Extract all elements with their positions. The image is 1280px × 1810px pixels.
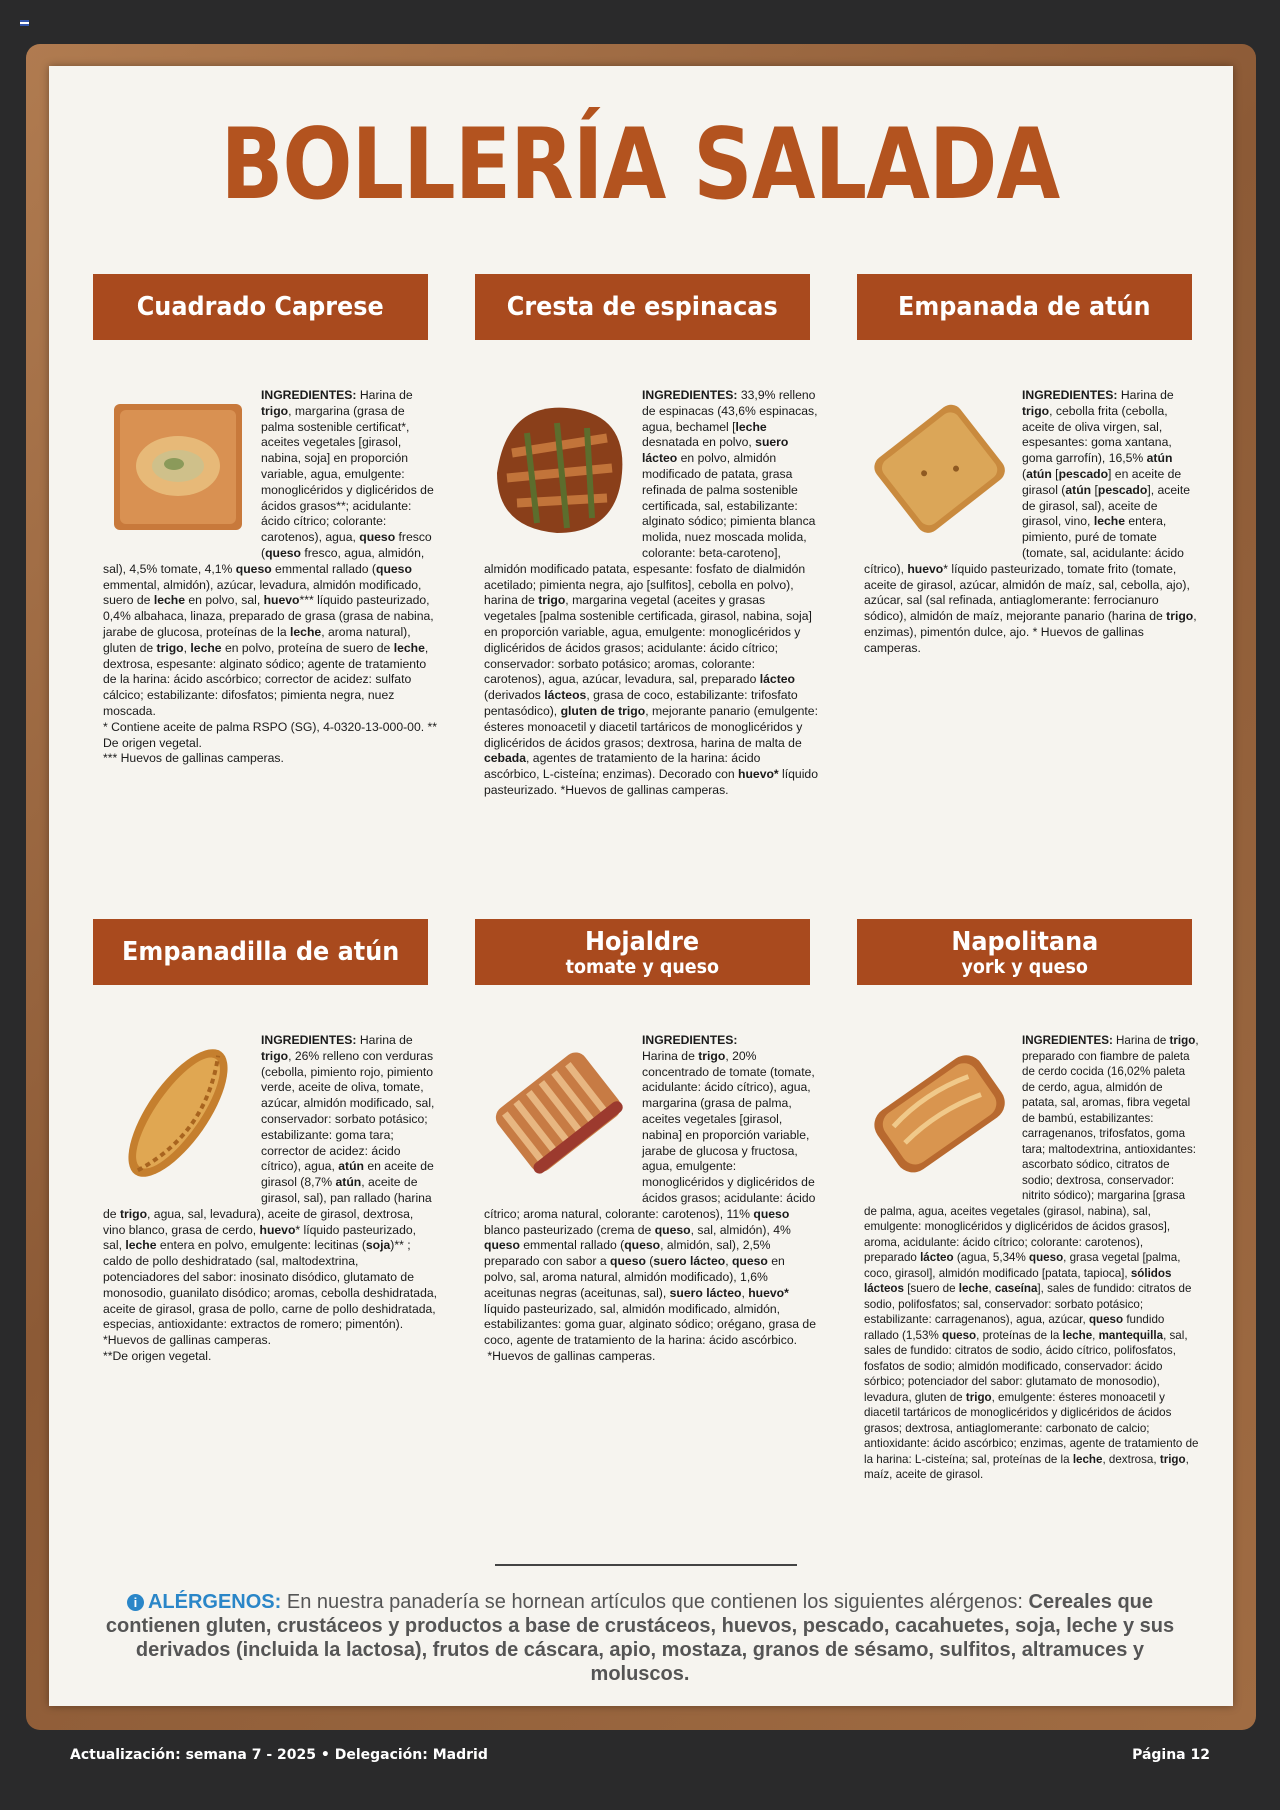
footer-update: Actualización: semana 7 - 2025 • Delegación: Madrid xyxy=(70,1747,488,1763)
product-name: Hojaldre xyxy=(585,927,700,957)
divider xyxy=(495,1564,797,1566)
empanada-atun-photo xyxy=(864,388,1014,548)
language-flag-icon xyxy=(20,20,29,26)
allergens-note xyxy=(100,1590,1180,1686)
product-napolitana xyxy=(864,1033,1199,1483)
ingredients-text: INGREDIENTES: Harina de trigo, cebolla frita (cebolla, aceite de oliva virgen, sal, espesantes: goma xantana, goma garrofín), 16,5% atún (atún [pescado] en aceite de girasol (atún [pescado], aceite de girasol, sal), aceite de girasol, vino, leche entera, pimiento, puré de tomate (tomate, sal, acidulante: ácido cítrico), huevo* líquido pasteurizado, tomate frito (tomate, aceite de girasol, azúcar, almidón de maíz, sal, cebolla, ajo), azúcar, sal (sal refinada, antiaglomerante: ferrocianuro sódico), almidón de maíz, mejorante panario (harina de trigo, enzimas), pimentón dulce, ajo. * Huevos de gallinas camperas. xyxy=(864,388,1197,655)
product-empanada-atun xyxy=(864,388,1199,657)
allergens-intro: En nuestra panadería se hornean artículos que contienen los siguientes alérgenos: xyxy=(286,1591,1023,1613)
ingredients-text: INGREDIENTES: Harina de trigo, 26% relleno con verduras (cebolla, pimiento rojo, pimiento verde, aceite de oliva, tomate, azúcar, almidón modificado, sal, conservador: sorbato potásico; estabilizante: goma tara; corrector de acidez: ácido cítrico), agua, atún en aceite de girasol (8,7% atún, aceite de girasol, sal), pan rallado (harina de trigo, agua, sal, levadura), aceite de girasol, dextrosa, vino blanco, grasa de cerdo, huevo* líquido pasteurizado, sal, leche entera en polvo, emulgente: lecitinas (soja)** ; caldo de pollo deshidratado (sal, maltodextrina, potenciadores del sabor: inosinato disódico, glutamato de monosodio, guanilato disódico; aromas, cebolla deshidratada, aceite de girasol, grasa de pollo, carne de pollo deshidratada, especias, antioxidante: extractos de romero; pimentón). *Huevos de gallinas camperas. **De origen vegetal. xyxy=(103,1033,438,1363)
napolitana-york-queso-photo xyxy=(864,1033,1014,1193)
product-cuadrado-caprese xyxy=(103,388,438,767)
banner-empanada-atun xyxy=(857,274,1192,340)
allergens-label: ALÉRGENOS: xyxy=(147,1591,282,1613)
product-cresta-espinacas xyxy=(484,388,819,799)
ingredients-text: INGREDIENTES: Harina de trigo, preparado con fiambre de paleta de cerdo cocida (16,02% paleta de cerdo, agua, almidón de patata, sal, aromas, fibra vegetal de bambú, estabilizantes: carragenanos, trifosfatos, goma tara; maltodextrina, antioxidantes: ascorbato sódico, citratos de sodio; dextrosa, conservador: nitrito sódico); margarina [grasa de palma, agua, aceites vegetales (girasol, nabina), sal, emulgente: monoglicéridos y diglicéridos de ácidos grasos], aroma, acidulante: ácido cítrico; colorante: carotenos), preparado lácteo (agua, 5,34% queso, grasa vegetal [palma, coco, girasol], almidón modificado [patata, tapioca], sólidos lácteos [suero de leche, caseína], sales de fundido: citratos de sodio, polifosfatos; sal, conservador: sorbato potásico; estabilizante: carragenanos), agua, azúcar, queso fundido rallado (1,53% queso, proteínas de la leche, mantequilla, sal, sales de fundido: citratos de sodio, ácido cítrico, polifosfatos, fosfatos de sodio; almidón modificado, conservador: ácido sórbico; potenciador del sabor: glutamato de monosodio), levadura, gluten de trigo, emulgente: ésteres monoacetil y diacetil tartáricos de monoglicéridos y diglicéridos de ácidos grasos; dextrosa, antiaglomerante: carbonato de calcio; antioxidante: ácido ascórbico; enzimas, agente de tratamiento de la harina: L-cisteína; sal, proteínas de la leche, dextrosa, trigo, maíz, aceite de girasol. xyxy=(864,1034,1199,1481)
product-name: Cresta de espinacas xyxy=(507,292,778,322)
banner-cresta-espinacas xyxy=(475,274,810,340)
cuadrado-caprese-photo xyxy=(103,388,253,548)
product-empanadilla-atun xyxy=(103,1033,438,1365)
product-name: Napolitana xyxy=(951,927,1098,957)
banner-empanadilla-atun xyxy=(93,919,428,985)
cresta-espinacas-photo xyxy=(484,388,634,548)
product-subtitle: tomate y queso xyxy=(565,956,720,978)
empanadilla-atun-photo xyxy=(103,1033,253,1193)
product-name: Empanada de atún xyxy=(898,292,1151,322)
footer-page-number: Página 12 xyxy=(1132,1747,1210,1763)
product-name: Empanadilla de atún xyxy=(121,937,400,967)
info-icon: i xyxy=(127,1594,144,1611)
banner-napolitana xyxy=(857,919,1192,985)
product-name: Cuadrado Caprese xyxy=(137,292,384,322)
product-hojaldre xyxy=(484,1033,819,1365)
ingredients-text: INGREDIENTES: Harina de trigo, 20% concentrado de tomate (tomate, acidulante: ácido cítrico), agua, margarina (grasa de palma, aceites vegetales [girasol, nabina] en proporción variable, jarabe de glucosa y fructosa, agua, emulgente: monoglicéridos y diglicéridos de ácidos grasos; acidulante: ácido cítrico; aroma natural, colorante: carotenos), 11% queso blanco pasteurizado (crema de queso, sal, almidón), 4% queso emmental rallado (queso, almidón, sal), 2,5% preparado con sabor a queso (suero lácteo, queso en polvo, sal, aroma natural, almidón modificado), 1,6% aceitunas negras (aceitunas, sal), suero lácteo, huevo* líquido pasteurizado, sal, almidón modificado, almidón, estabilizantes: goma guar, alginato sódico; orégano, grasa de coco, agente de tratamiento de la harina: ácido ascórbico. *Huevos de gallinas camperas. xyxy=(484,1033,816,1363)
banner-cuadrado-caprese xyxy=(93,274,428,340)
hojaldre-tomate-queso-photo xyxy=(484,1033,634,1193)
ingredients-text: INGREDIENTES: 33,9% relleno de espinacas (43,6% espinacas, agua, bechamel [leche desnatada en polvo, suero lácteo en polvo, almidón modificado de patata, grasa refinada de palma sostenible certificada, sal, estabilizante: alginato sódico; pimienta blanca molida, nuez moscada molida, colorante: beta-caroteno], almidón modificado patata, espesante: fosfato de dialmidón acetilado; pimienta negra, ajo [sulfitos], cebolla en polvo), harina de trigo, margarina vegetal (aceites y grasas vegetales [palma sostenible certificada, girasol, nabina, soja] en proporción variable, agua, emulgente: monoglicéridos y diglicéridos de ácidos grasos; acidulante: ácido cítrico; conservador: sorbato potásico; aromas, colorante: carotenos), agua, azúcar, levadura, sal, preparado lácteo (derivados lácteos, grasa de coco, estabilizante: trifosfato pentasódico), gluten de trigo, mejorante panario (emulgente: ésteres monoacetil y diacetil tartáricos de monoglicéridos y diglicéridos de ácidos grasos; dextrosa, harina de malta de cebada, agentes de tratamiento de la harina: ácido ascórbico, L-cisteína; enzimas). Decorado con huevo* líquido pasteurizado. *Huevos de gallinas camperas. xyxy=(484,388,818,797)
banner-hojaldre xyxy=(475,919,810,985)
ingredients-text: INGREDIENTES: Harina de trigo, margarina (grasa de palma sostenible certificat*, aceites vegetales [girasol, nabina, soja] en proporción variable, agua, emulgente: monoglicéridos y diglicéridos de ácidos grasos**; acidulante: ácido cítrico; colorante: carotenos), agua, queso fresco (queso fresco, agua, almidón, sal), 4,5% tomate, 4,1% queso emmental rallado (queso emmental, almidón), azúcar, levadura, almidón modificado, suero de leche en polvo, sal, huevo*** líquido pasteurizado, 0,4% albahaca, linaza, preparado de grasa (grasa de nabina, jarabe de glucosa, proteínas de la leche, aroma natural), gluten de trigo, leche en polvo, proteína de suero de leche, dextrosa, espesante: alginato sódico; agente de tratamiento de la harina: ácido ascórbico; corrector de acidez: sulfato cálcico; estabilizante: difosfatos; pimienta negra, nuez moscada. * Contiene aceite de palma RSPO (SG), 4-0320-13-000-00. ** De origen vegetal. *** Huevos de gallinas camperas. xyxy=(103,388,437,766)
page-title: BOLLERÍA SALADA xyxy=(220,108,1060,222)
product-subtitle: york y queso xyxy=(961,956,1088,978)
allergens-list: Cereales que contienen gluten, crustáceos y productos a base de crustáceos, huevos, pescado, cacahuetes, soja, leche y sus derivados (incluida la lactosa), frutos de cáscara, apio, mostaza, granos de sésamo, sulfitos, altramuces y moluscos. xyxy=(105,1591,1175,1685)
